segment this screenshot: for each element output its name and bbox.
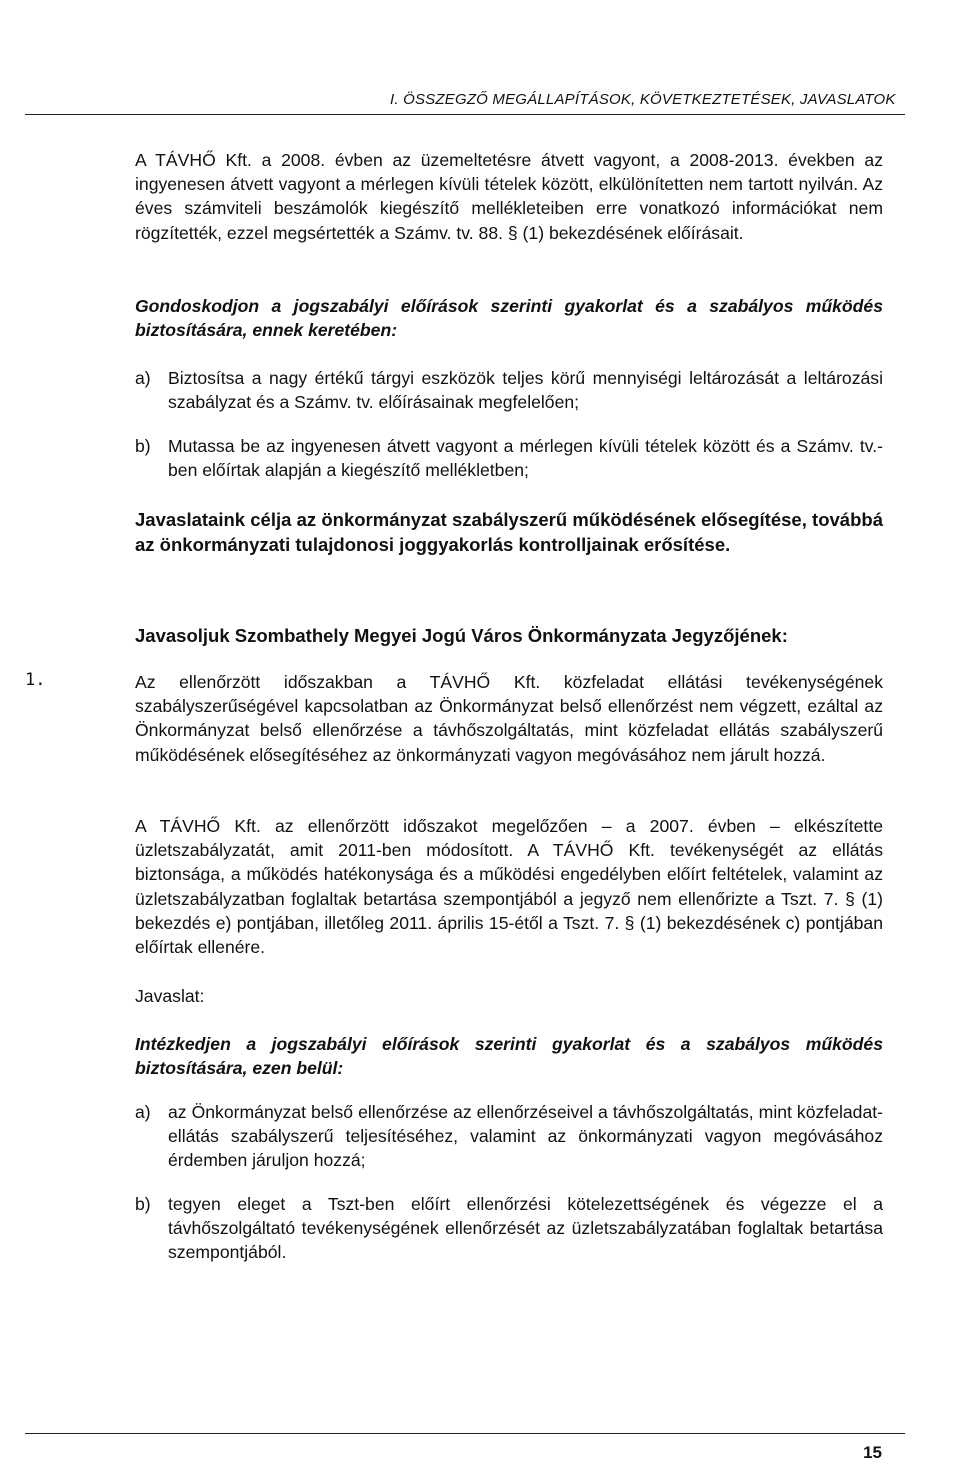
goal-statement: Javaslataink célja az önkormányzat szabályszerű működésének elősegítése, továbbá az önkormányzati tulajdonosi joggyakorlás kontrolljainak erősítése. <box>135 509 883 555</box>
list-item-text: Mutassa be az ingyenesen átvett vagyont a mérlegen kívüli tételek között és a Számv. tv.-ben előírtak alapján a kiegészítő mellékletben; <box>168 436 883 481</box>
list-item-label: a) <box>135 368 151 388</box>
list-item-label: a) <box>135 1102 151 1122</box>
instruction-heading-2: Intézkedjen a jogszabályi előírások szerinti gyakorlat és a szabályos működés biztosítására, ezen belül: <box>135 1034 883 1079</box>
list-item-label: b) <box>135 1194 151 1214</box>
intro-paragraph: A TÁVHŐ Kft. a 2008. évben az üzemeltetésre átvett vagyont, a 2008-2013. években az ingyenesen átvett vagyont a mérlegen kívüli tételek között, elkülönítetten nem tartott nyilván. Az éves számviteli beszámolók kiegészítő mellékleteiben erre vonatkozó információkat nem rögzítették, ezzel megsértették a Számv. tv. 88. § (1) bekezdésének előírásait. <box>135 150 883 243</box>
recommendation-heading: Javasoljuk Szombathely Megyei Jogú Város Önkormányzata Jegyzőjének: <box>135 625 788 646</box>
page-number: 15 <box>863 1443 882 1462</box>
finding-paragraph-2: A TÁVHŐ Kft. az ellenőrzött időszakot megelőzően – a 2007. évben – elkészítette üzletszabályzatát, amit 2011-ben módosított. A TÁVHŐ Kft. tevékenységét az ellátás biztonsága, a működés hatékonysága és a működési engedélyben előírt feltételek, valamint az üzletszabályzatban foglaltak betartása szempontjából a jegyző nem ellenőrizte a Tszt. 7. § (1) bekezdés e) pontjában, illetőleg 2011. április 15-étől a Tszt. 7. § (1) bekezdésének c) pontjában előírtak ellenére. <box>135 816 883 958</box>
header-rule <box>25 114 905 115</box>
list-item-text: az Önkormányzat belső ellenőrzése az ellenőrzéseivel a távhőszolgáltatás, mint közfeladat-ellátás szabályszerű teljesítéséhez, valamint az önkormányzati vagyon megóvásához érdemben járuljon hozzá; <box>168 1102 883 1171</box>
footer-rule <box>25 1433 905 1434</box>
list-item-text: tegyen eleget a Tszt-ben előírt ellenőrzési kötelezettségének és végezze el a távhőszolgáltató tevékenységének ellenőrzését az üzletszabályzatában foglaltak betartása szempontjából. <box>168 1194 883 1263</box>
list-item-label: b) <box>135 436 151 456</box>
finding-number: 1. <box>25 670 46 690</box>
instruction-heading-1: Gondoskodjon a jogszabályi előírások szerinti gyakorlat és a szabályos működés biztosítására, ennek keretében: <box>135 296 883 341</box>
running-header-title: I. ÖSSZEGZŐ MEGÁLLAPÍTÁSOK, KÖVETKEZTETÉSEK, JAVASLATOK <box>390 91 896 108</box>
proposal-label: Javaslat: <box>135 986 205 1006</box>
finding-paragraph-1: Az ellenőrzött időszakban a TÁVHŐ Kft. közfeladat ellátási tevékenységének szabályszerűségével kapcsolatban az Önkormányzat belső ellenőrzést nem végzett, ezáltal az Önkormányzat belső ellenőrzése a távhőszolgáltatás, mint közfeladat ellátás szabályszerű működésének elősegítéséhez az önkormányzati vagyon megóvásához nem járult hozzá. <box>135 672 883 765</box>
list-item-text: Biztosítsa a nagy értékű tárgyi eszközök teljes körű mennyiségi leltározását a leltározási szabályzat és a Számv. tv. előírásainak megfelelően; <box>168 368 883 413</box>
